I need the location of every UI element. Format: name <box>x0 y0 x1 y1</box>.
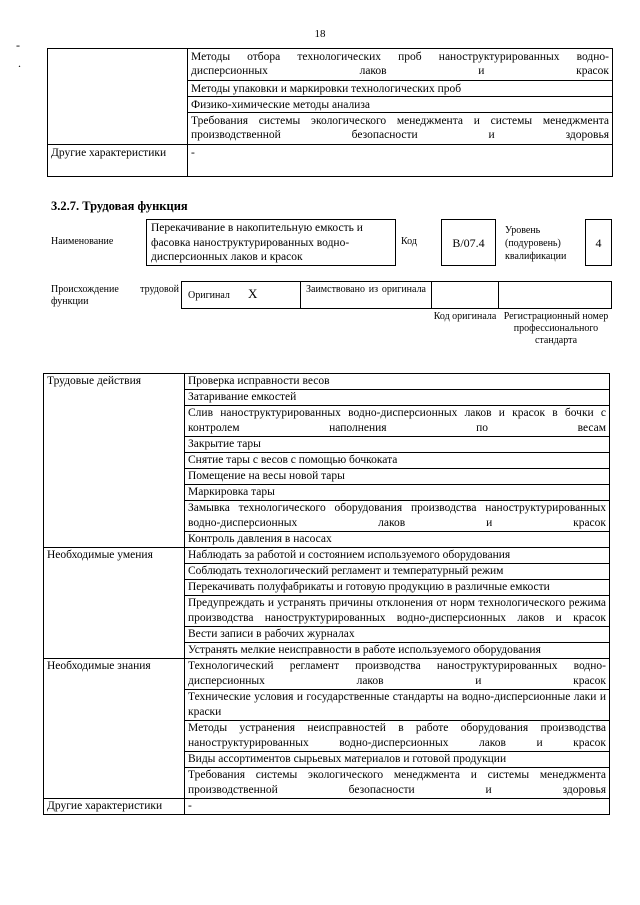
code-label: Код <box>401 236 417 247</box>
table-cell: Проверка исправности весов <box>185 374 610 390</box>
other-characteristics-label: Другие характеристики <box>44 799 185 815</box>
code-original-label: Код оригинала <box>433 311 497 322</box>
table-cell: Устранять мелкие неисправности в работе используемого оборудования <box>185 643 610 659</box>
margin-mark: . <box>18 56 21 70</box>
other-characteristics-value: - <box>188 145 613 177</box>
table-cell: Наблюдать за работой и состоянием используемого оборудования <box>185 548 610 564</box>
table-row <box>44 548 610 564</box>
labor-actions-label: Трудовые действия <box>44 374 185 548</box>
table-cell: Физико-химические методы анализа <box>188 97 613 113</box>
labor-function-table <box>43 373 610 815</box>
reg-number-label: Регистрационный номер профессионального стандарта <box>503 311 609 346</box>
table-cell: Соблюдать технологический регламент и температурный режим <box>185 564 610 580</box>
borrowed-label: Заимствовано из оригинала <box>306 284 426 295</box>
table-cell: Виды ассортиментов сырьевых материалов и готовой продукции <box>185 752 610 768</box>
table-cell: Помещение на весы новой тары <box>185 469 610 485</box>
knowledge-label: Необходимые знания <box>44 659 185 799</box>
table-cell: Методы устранения неисправностей в работе оборудования производства наноструктурированных водно-дисперсионных лаков и красок <box>185 721 610 752</box>
function-name-box: Перекачивание в накопительную емкость и фасовка наноструктурированных водно-дисперсионных лаков и красок <box>146 219 396 266</box>
table-row <box>48 145 613 177</box>
other-characteristics-value: - <box>185 799 610 815</box>
cell-divider <box>431 282 432 308</box>
table-row <box>48 49 613 81</box>
table-cell: Требования системы экологического менеджмента и системы менеджмента производственной безопасности и здоровья <box>188 113 613 145</box>
table-cell: Методы упаковки и маркировки технологических проб <box>188 81 613 97</box>
code-value-box: В/07.4 <box>441 219 496 266</box>
level-value-box: 4 <box>585 219 612 266</box>
table-cell: Закрытие тары <box>185 437 610 453</box>
level-label: Уровень (подуровень) квалификации <box>505 225 567 262</box>
table-cell: Методы отбора технологических проб наноструктурированных водно-дисперсионных лаков и красок <box>188 49 613 81</box>
section-title: 3.2.7. Трудовая функция <box>51 199 188 213</box>
origin-table <box>181 281 612 309</box>
table-row <box>44 659 610 690</box>
top-knowledge-table <box>47 48 613 177</box>
table-cell: Технологический регламент производства наноструктурированных водно-дисперсионных лаков и красок <box>185 659 610 690</box>
original-mark: X <box>248 286 258 301</box>
table-cell: Перекачивать полуфабрикаты и готовую продукцию в различные емкости <box>185 580 610 596</box>
table-cell: Вести записи в рабочих журналах <box>185 627 610 643</box>
origin-label: Происхождение трудовой функции <box>51 284 179 307</box>
other-characteristics-label: Другие характеристики <box>48 145 188 177</box>
table-cell: Контроль давления в насосах <box>185 532 610 548</box>
table-cell: Маркировка тары <box>185 485 610 501</box>
table-cell: Требования системы экологического менеджмента и системы менеджмента производственной безопасности и здоровья <box>185 768 610 799</box>
table-cell: Предупреждать и устранять причины отклонения от норм технологического режима производства наноструктурированных водно-дисперсионных лаков и красок <box>185 596 610 627</box>
margin-mark: - <box>16 38 20 52</box>
name-label: Наименование <box>51 236 114 247</box>
skills-label: Необходимые умения <box>44 548 185 659</box>
table-row <box>44 374 610 390</box>
page-number: 18 <box>314 28 326 40</box>
table-cell: Снятие тары с весов с помощью бочкоката <box>185 453 610 469</box>
table-cell: Затаривание емкостей <box>185 390 610 406</box>
original-label: Оригинал <box>188 290 230 301</box>
cell-divider <box>300 282 301 308</box>
cell-divider <box>498 282 499 308</box>
table-cell: Технические условия и государственные стандарты на водно-дисперсионные лаки и краски <box>185 690 610 721</box>
table-cell: Слив наноструктурированных водно-дисперсионных лаков и красок в бочки с контролем наполнения по весам <box>185 406 610 437</box>
table-label-cell <box>48 49 188 145</box>
table-cell: Замывка технологического оборудования производства наноструктурированных водно-дисперсионных лаков и красок <box>185 501 610 532</box>
table-row <box>44 799 610 815</box>
